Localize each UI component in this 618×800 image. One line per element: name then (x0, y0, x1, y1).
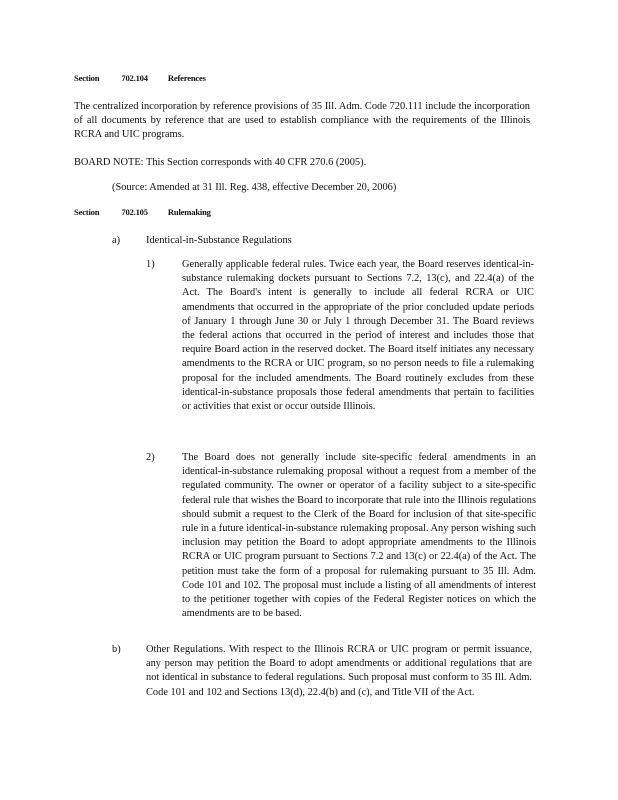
subsection-a-marker: a) (112, 235, 121, 246)
item-1-text: Generally applicable federal rules. Twice each year, the Board reserves identical-in-substance rulemaking dockets pursuant to Sections 7.2, 13(c), and 22.4(a) of the Act. The Board's intent is generally to include all federal RCRA or UIC amendments that occurred in the appropriate of the prior concluded update periods of January 1 through June 30 or July 1 through December 31. The Board reviews the federal actions that occurred in the period of interest and includes those that require Board action in the reserved docket. The Board itself initiates any necessary amendments to the RCRA or UIC program, so no person needs to file a rulemaking proposal for the included amendments. The Board routinely excludes from these identical-in-substance proposals those federal amendments that pertain to facilities or activities that exist or occur outside Illinois. (182, 259, 534, 413)
board-note: BOARD NOTE: This Section corresponds with 40 CFR 270.6 (2005). (74, 157, 367, 168)
section-label: Section (74, 73, 100, 83)
source-note: (Source: Amended at 31 Ill. Reg. 438, effective December 20, 2006) (112, 182, 397, 193)
section-number: 702.105 (121, 207, 148, 217)
subsection-b-marker: b) (112, 644, 121, 655)
section-label: Section (74, 207, 100, 217)
item-1-marker: 1) (146, 259, 155, 270)
section-702-105-heading (74, 207, 211, 217)
section-702-104-heading (74, 73, 206, 83)
item-2-marker: 2) (146, 452, 155, 463)
section-number: 702.104 (121, 73, 148, 83)
subsection-b-text: Other Regulations. With respect to the Illinois RCRA or UIC program or permit issuance, any person may petition the Board to adopt amendments or additional regulations that are not identical in substance to federal regulations. Such proposal must conform to 35 Ill. Adm. Code 101 and 102 and Sections 13(d), 22.4(b) and (c), and Title VII of the Act. (146, 644, 532, 698)
item-2-text: The Board does not generally include site-specific federal amendments in an identical-in-substance rulemaking proposal without a request from a member of the regulated community. The owner or operator of a facility subject to a site-specific federal rule that wishes the Board to incorporate that rule into the Illinois regulations should submit a request to the Clerk of the Board for inclusion of that site-specific rule in a future identical-in-substance rulemaking proposal. Any person wishing such inclusion may petition the Board to adopt appropriate amendments to the Illinois RCRA or UIC program pursuant to Sections 7.2 and 13(c) or 22.4(a) of the Act. The petition must take the form of a proposal for rulemaking pursuant to 35 Ill. Adm. Code 101 and 102. The proposal must include a listing of all amendments of interest to the petitioner together with copies of the Federal Register notices on which the amendments are to be based. (182, 452, 536, 620)
subsection-a-heading: Identical-in-Substance Regulations (146, 235, 292, 246)
section-title: References (167, 73, 206, 83)
section-702-104-paragraph: The centralized incorporation by reference provisions of 35 Ill. Adm. Code 720.111 include the incorporation of all documents by reference that are used to establish compliance with the requirements of the Illinois RCRA and UIC programs. (74, 101, 530, 141)
section-title: Rulemaking (167, 207, 211, 217)
